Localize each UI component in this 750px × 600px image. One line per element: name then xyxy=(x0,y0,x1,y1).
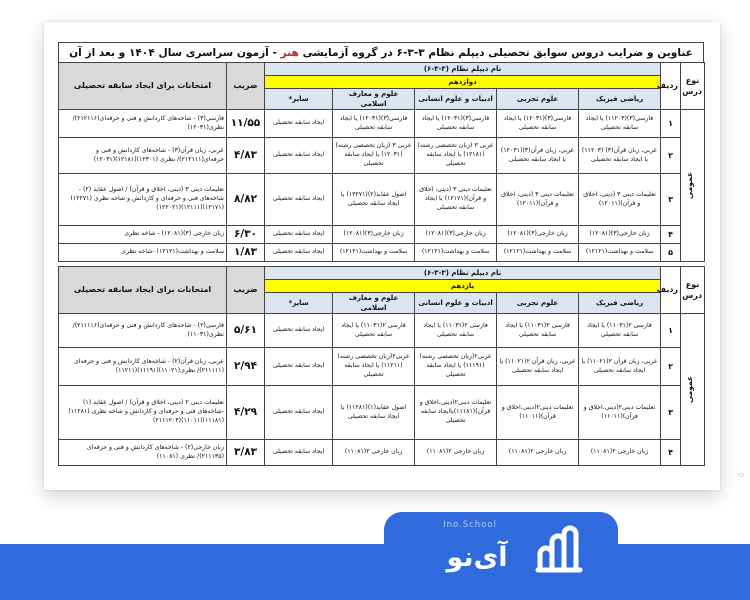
cell-coeff: ۴/۸۳ xyxy=(227,138,265,174)
maaref-header: علوم و معارف اسلامی xyxy=(333,293,415,314)
cell-maaref: عربی ۳ (زبان تخصصی رشته)(۱۲۰۳۱) یا ایجاد سابقه تحصیلی xyxy=(333,138,415,174)
cell-adabiat: عربی ۳ (زبان تخصصی رشته)(۱۲۱۸۱) یا ایجاد سابقه تحصیلی xyxy=(415,138,497,174)
cell-riazi: تعلیمات دینی ۳ (دینی، اخلاق و قرآن)(۱۲۰۱۱) xyxy=(579,174,661,226)
cell-adabiat: فارسی ۲(۱۱۰۳۱) یا ایجاد سابقه تحصیلی xyxy=(415,314,497,348)
brand-logo-icon xyxy=(532,524,588,580)
cell-maaref: اصول عقاید(۲)(۱۲۲۷۱) یا ایجاد سابقه تحصیلی xyxy=(333,174,415,226)
cell-maaref: فارسی(۳)(۱۲۰۳۱) یا ایجاد سابقه تحصیلی xyxy=(333,110,415,138)
cell-tajrobi: تعلیمات دینی ۳ (دینی، اخلاق و قرآن)(۱۲۰۱۱) xyxy=(497,174,579,226)
row-number: ۴ xyxy=(661,440,681,466)
cell-adabiat: تعلیمات دینی۲(دینی،اخلاق و قرآن)(۱۱۱۸۱)یاایجاد سابقه تحصیلی xyxy=(415,386,497,440)
cell-maaref: سلامت و بهداشت(۱۲۱۲۱) xyxy=(333,244,415,262)
cell-coeff: ۱۱/۵۵ xyxy=(227,110,265,138)
cell-riazi: عربی، زبان قرآن(۳) (۱۱۲۰۳) یا ایجاد سابقه تحصیلی xyxy=(579,138,661,174)
cell-sayer: ایجاد سابقه تحصیلی xyxy=(265,440,333,466)
table-row xyxy=(59,314,705,348)
cell-riazi: سلامت و بهداشت(۱۲۱۲۱) xyxy=(579,244,661,262)
row-number: ۲ xyxy=(661,348,681,386)
cell-maaref: عربی۲(زبان تخصصی رشته)(۱۱۲۱۱) یا ایجاد سابقه تحصیلی xyxy=(333,348,415,386)
grade11-table xyxy=(58,266,705,466)
adabiat-header: ادبیات و علوم انسانی xyxy=(415,293,497,314)
cell-adabiat: فارسی(۳)(۱۲۰۳۱) یا ایجاد سابقه تحصیلی xyxy=(415,110,497,138)
course-type-header: نوع درس xyxy=(681,267,705,314)
cell-coeff: ۵/۶۱ xyxy=(227,314,265,348)
cell-adabiat: عربی۲(زبان تخصصی رشته)(۱۱۱۹۱) یا ایجاد سابقه تحصیلی xyxy=(415,348,497,386)
side-watermark: io xyxy=(737,470,745,479)
cell-tajrobi: سلامت و بهداشت(۱۲۱۲۱) xyxy=(497,244,579,262)
prior-exams-header: امتحانات برای ایجاد سابقه تحصیلی xyxy=(59,267,227,314)
grade12-table xyxy=(58,62,705,262)
table-row xyxy=(59,226,705,244)
cell-tajrobi: زبان خارجی ۲(۱۱۰۸۱) xyxy=(497,440,579,466)
maaref-header: علوم و معارف اسلامی xyxy=(333,89,415,110)
cell-maaref: زبان خارجی ۲(۱۱۰۸۱) xyxy=(333,440,415,466)
riazi-header: ریاضی فیزیک xyxy=(579,89,661,110)
cell-maaref: زبان خارجی(۳)(۱۲۰۸۱) xyxy=(333,226,415,244)
prior-exams-header: امتحانات برای ایجاد سابقه تحصیلی xyxy=(59,63,227,110)
cell-adabiat: زبان خارجی(۳)(۱۲۰۸۱) xyxy=(415,226,497,244)
cell-sayer: ایجاد سابقه تحصیلی xyxy=(265,174,333,226)
cell-sayer: ایجاد سابقه تحصیلی xyxy=(265,348,333,386)
coeff-header: ضریب xyxy=(227,267,265,314)
cell-coeff: ۸/۸۲ xyxy=(227,174,265,226)
cell-sayer: ایجاد سابقه تحصیلی xyxy=(265,226,333,244)
sayer-header: سایر* xyxy=(265,89,333,110)
riazi-header: ریاضی فیزیک xyxy=(579,293,661,314)
cell-riazi: فارسی ۲(۱۱۰۳۱) یا ایجاد سابقه تحصیلی xyxy=(579,314,661,348)
cell-sayer: ایجاد سابقه تحصیلی xyxy=(265,244,333,262)
cell-riazi: زبان خارجی ۲(۱۱۰۸۱) xyxy=(579,440,661,466)
sayer-header: سایر* xyxy=(265,293,333,314)
general-label: عمومی xyxy=(681,110,705,262)
cell-sayer: ایجاد سابقه تحصیلی xyxy=(265,386,333,440)
table-row xyxy=(59,110,705,138)
page-title: عناوین و ضرایب دروس سوابق تحصیلی دیپلم نظام ۳-۳-۶ در گروه آزمایشی هنر - آزمون سراسری سال ۱۴۰۴ و بعد از آن xyxy=(58,42,704,62)
cell-coeff: ۴/۲۹ xyxy=(227,386,265,440)
row-number: ۱ xyxy=(661,314,681,348)
cell-tajrobi: عربی، زبان قرآن(۳)(۱۲۰۳۱) یا ایجاد سابقه تحصیلی xyxy=(497,138,579,174)
table-row xyxy=(59,174,705,226)
table-row xyxy=(59,440,705,466)
row-number: ۱ xyxy=(661,110,681,138)
cell-tajrobi: تعلیمات دینی۲(دینی،اخلاق و قرآن)(۱۱۰۱۱) xyxy=(497,386,579,440)
cell-coeff: ۲/۹۴ xyxy=(227,348,265,386)
grade-label: یازدهم xyxy=(265,280,661,293)
cell-coeff: ۱/۸۳ xyxy=(227,244,265,262)
cell-exam: عربی، زبان قرآن(۳) - شاخه‌های کاردانش و فنی و حرفه‌ای(۲۱۲۱۱۱)/ نظری (۱۲۳۰۱)(۱۲۱۸۱)(۱۲۰۳۱) xyxy=(59,138,227,174)
cell-adabiat: سلامت و بهداشت(۱۲۱۲۱) xyxy=(415,244,497,262)
coeff-header: ضریب xyxy=(227,63,265,110)
brand-latin-name: Ino.School xyxy=(443,520,497,530)
cell-tajrobi: فارسی(۳)(۱۲۰۳۱) یا ایجاد سابقه تحصیلی xyxy=(497,110,579,138)
cell-tajrobi: عربی، زبان قرآن ۲(۱۱۰۲۱) یا ایجاد سابقه تحصیلی xyxy=(497,348,579,386)
general-label: عمومی xyxy=(681,314,705,466)
cell-coeff: ۶/۳۰ xyxy=(227,226,265,244)
cell-exam: عربی، زبان قرآن(۲) - شاخه‌های کاردانش و فنی و حرفه‌ای (۲۱۱۱۱۱)/ نظری(۱۱۰۲۱)(۱۱۱۹۱)(۱۱۲۱۱) xyxy=(59,348,227,386)
cell-maaref: فارسی ۲(۱۱۰۳۱) یا ایجاد سابقه تحصیلی xyxy=(333,314,415,348)
brand-banner xyxy=(0,544,750,600)
cell-sayer: ایجاد سابقه تحصیلی xyxy=(265,314,333,348)
table-row xyxy=(59,386,705,440)
system-label: نام دیپلم نظام (۳-۳-۶) xyxy=(265,63,661,76)
row-number: ۳ xyxy=(661,174,681,226)
tajrobi-header: علوم تجربی xyxy=(497,89,579,110)
cell-riazi: زبان خارجی(۳)(۱۲۰۸۱) xyxy=(579,226,661,244)
row-number: ۵ xyxy=(661,244,681,262)
cell-sayer: ایجاد سابقه تحصیلی xyxy=(265,110,333,138)
cell-exam: تعلیمات دینی ۲ (دینی، اخلاق و قرآن) / اصول عقاید (۱) -شاخه‌های فنی و حرفه‌ای و کاردانش و شاخه نظری (۱۱۲۸۱)(۱۱۱۸۱)(۱۱۰۱۱)(۲۱۱۱۲۰۴) xyxy=(59,386,227,440)
row-header: ردیف xyxy=(661,63,681,110)
cell-tajrobi: فارسی ۲(۱۱۰۳۱) یا ایجاد سابقه تحصیلی xyxy=(497,314,579,348)
cell-adabiat: تعلیمات دینی ۳ (دینی، اخلاق و قرآن)(۱۲۱۷۱) یا ایجاد سابقه تحصیلی xyxy=(415,174,497,226)
cell-exam: فارسی(۳) - شاخه‌های کاردانش و فنی و حرفه‌ای(۲۱۲۱۱۶)/ نظری(۱۲۰۳۱) xyxy=(59,110,227,138)
tajrobi-header: علوم تجربی xyxy=(497,293,579,314)
cell-maaref: اصول عقاید(۱)(۱۱۲۸۱) یا ایجاد سابقه تحصیلی xyxy=(333,386,415,440)
row-number: ۲ xyxy=(661,138,681,174)
cell-exam: سلامت و بهداشت(۱۲۱۲۱) -شاخه نظری xyxy=(59,244,227,262)
cell-sayer: ایجاد سابقه تحصیلی xyxy=(265,138,333,174)
row-number: ۴ xyxy=(661,226,681,244)
cell-adabiat: زبان خارجی ۲(۱۱۰۸۱) xyxy=(415,440,497,466)
adabiat-header: ادبیات و علوم انسانی xyxy=(415,89,497,110)
row-number: ۳ xyxy=(661,386,681,440)
title-highlight: هنر xyxy=(280,47,299,59)
table-row xyxy=(59,244,705,262)
system-label: نام دیپلم نظام (۳-۳-۶) xyxy=(265,267,661,280)
cell-coeff: ۳/۸۳ xyxy=(227,440,265,466)
cell-exam: تعلیمات دینی ۳ (دینی، اخلاق و قرآن) / اصول عقاید (۲) - شاخه‌های فنی و حرفه‌ای و کاردانش و شاخه نظری (۱۲۲۷۱)(۱۲۱۷۱)(۱۲۱۱۱)(۱۲۲۰۲۱) xyxy=(59,174,227,226)
cell-tajrobi: زبان خارجی(۳)(۱۲۰۸۱) xyxy=(497,226,579,244)
cell-riazi: تعلیمات دینی۲(دینی،اخلاق و قرآن)(۱۱۰۱۱) xyxy=(579,386,661,440)
course-type-header: نوع درس xyxy=(681,63,705,110)
cell-riazi: عربی، زبان قرآن ۲(۱۱۰۲۱) یا ایجاد سابقه تحصیلی xyxy=(579,348,661,386)
table-row xyxy=(59,138,705,174)
cell-riazi: فارسی(۳)(۱۱۲۰۳) یا ایجاد سابقه تحصیلی xyxy=(579,110,661,138)
cell-exam: زبان خارجی (۳)(۱۲۰۸۱) - شاخه نظری xyxy=(59,226,227,244)
row-header: ردیف xyxy=(661,267,681,314)
brand-persian-name: آی‌نو xyxy=(446,542,508,573)
cell-exam: زبان خارجی(۲) - شاخه‌های کاردانش و فنی و حرفه‌ای (۲۱۱۱۳۵)/ نظری (۱۱۰۸۱) xyxy=(59,440,227,466)
cell-exam: فارسی(۲) - شاخه‌های کاردانش و فنی و حرفه‌ای(۲۱۱۱۱۶)/ نظری(۱۱۰۳۱) xyxy=(59,314,227,348)
grade-label: دوازدهم xyxy=(265,76,661,89)
table-row xyxy=(59,348,705,386)
